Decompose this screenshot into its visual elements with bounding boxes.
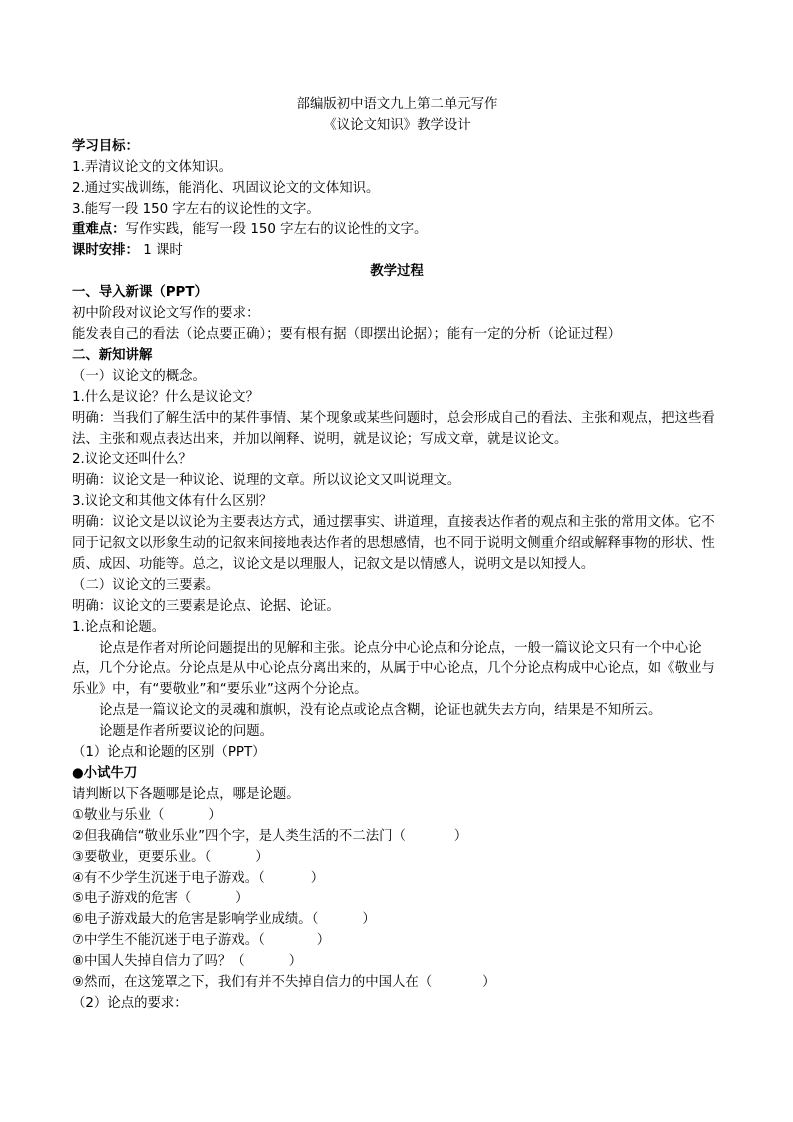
question-2: 2.议论文还叫什么？ [72, 452, 192, 468]
exercise-item [72, 848, 722, 869]
key-points-label: 重难点： [72, 222, 126, 238]
answer-3: 明确：议论文是以议论为主要表达方式，通过摆事实、讲道理，直接表达作者的观点和主张的常用文体。它不同于记叙文以形象生动的记叙来间接地表达作者的思想感情，也不同于说明文侧重介绍或解释事物的形状、性质、成因、功能等。总之，议论文是以理服人，记叙文是以情感人，说明文是以知授人。 [72, 515, 715, 572]
document-subtitle: 《议论文知识》教学设计 [323, 117, 471, 133]
exercise-item-text: ⑨然而，在这笼罩之下，我们有并不失掉自信力的中国人在（ [72, 975, 433, 991]
section1-line: 初中阶段对议论文写作的要求： [72, 306, 260, 322]
exercise-item-close: ） [208, 807, 222, 823]
section1-heading: 一、导入新课（PPT） [72, 285, 208, 301]
schedule-text: 1 课时 [138, 243, 183, 259]
process-heading: 教学过程 [370, 264, 424, 280]
exercise-item-close: ） [255, 849, 269, 865]
exercise-item-close: ） [288, 954, 303, 970]
exercise-item-text: ①敬业与乐业（ [72, 807, 165, 823]
point-requirements-heading: （2）论点的要求： [72, 995, 188, 1011]
exercise-item-close: ） [310, 870, 325, 886]
answer-2: 明确：议论文是一种议论、说理的文章。所以议论文又叫说理文。 [72, 473, 461, 489]
schedule-label: 课时安排： [72, 243, 139, 259]
exercise-item-text: ④有不少学生沉迷于电子游戏。（ [72, 870, 265, 886]
section1-line: 能发表自己的看法（论点要正确）；要有根有据（即摆出论据）；能有一定的分析（论证过程） [72, 326, 622, 342]
exercise-item [72, 806, 722, 827]
exercise-item [72, 869, 722, 890]
exercise-item-close: ） [235, 891, 249, 907]
point-topic-heading: 1.论点和论题。 [72, 619, 166, 635]
exercise-item [72, 827, 722, 848]
section2-heading: 二、新知讲解 [72, 347, 153, 363]
exercise-item-close: ） [453, 828, 468, 844]
exercise-item [72, 973, 722, 994]
exercise-item-text: ②但我确信“敬业乐业”四个字，是人类生活的不二法门（ [72, 828, 406, 844]
question-1: 1.什么是议论？什么是议论文？ [72, 389, 259, 405]
exercise-intro: 请判断以下各题哪是论点，哪是论题。 [72, 786, 300, 802]
document-title: 部编版初中语文九上第二单元写作 [296, 97, 498, 112]
exercise-item-close: ） [316, 933, 331, 949]
objective-item: 3.能写一段 150 字左右的议论性的文字。 [72, 201, 320, 217]
subsection-elements: （二）议论文的三要素。 [72, 577, 220, 593]
objective-item: 2.通过实战训练，能消化、巩固议论文的文体知识。 [72, 180, 380, 196]
answer-1: 明确：当我们了解生活中的某件事情、某个现象或某些问题时，总会形成自己的看法、主张和观点，把这些看法、主张和观点表达出来，并加以阐释、说明，就是议论；写成文章，就是议论文。 [72, 410, 715, 447]
answer-4: 明确：议论文的三要素是论点、论据、论证。 [72, 598, 340, 614]
exercise-item-close: ） [482, 975, 496, 991]
exercise-item-close: ） [362, 912, 376, 928]
exercise-item-text: ⑦中学生不能沉迷于电子游戏。（ [72, 933, 265, 949]
schedule [72, 241, 722, 262]
key-points [72, 220, 722, 241]
point-soul-paragraph: 论点是一篇议论文的灵魂和旗帜，没有论点或论点含糊，论证也就失去方向，结果是不知所云。 [99, 703, 662, 719]
objective-item: 1.弄清议论文的文体知识。 [72, 159, 233, 175]
topic-definition-paragraph: 论题是作者所要议论的问题。 [99, 724, 274, 740]
exercise-item-text: ③要敬业，更要乐业。（ [72, 849, 212, 865]
document-body [72, 95, 722, 1015]
point-definition-paragraph: 论点是作者对所论问题提出的见解和主张。论点分中心论点和分论点，一般一篇议论文只有一个中心论点，几个分论点。分论点是从中心论点分离出来的，从属于中心论点，几个分论点构成中心论点，如《敬业与乐业》中，有“要敬业”和“要乐业”这两个分论点。 [72, 640, 715, 698]
difference-heading: （1）论点和论题的区别（PPT） [72, 745, 266, 761]
objectives-heading: 学习目标： [72, 138, 139, 154]
exercise-item [72, 952, 722, 973]
exercise-item-text: ⑤电子游戏的危害（ [72, 891, 192, 907]
exercise-item-text: ⑧中国人失掉自信力了吗？（ [72, 954, 245, 970]
exercise-item-text: ⑥电子游戏最大的危害是影响学业成绩。（ [72, 912, 319, 928]
question-3: 3.议论文和其他文体有什么区别？ [72, 494, 273, 510]
exercise-item [72, 910, 722, 931]
exercise-heading: ●小试牛刀 [72, 766, 138, 781]
key-points-text: 写作实践，能写一段 150 字左右的议论性的文字。 [125, 222, 428, 238]
exercise-item [72, 889, 722, 910]
subsection-concept: （一）议论文的概念。 [72, 368, 206, 384]
exercise-item [72, 931, 722, 952]
